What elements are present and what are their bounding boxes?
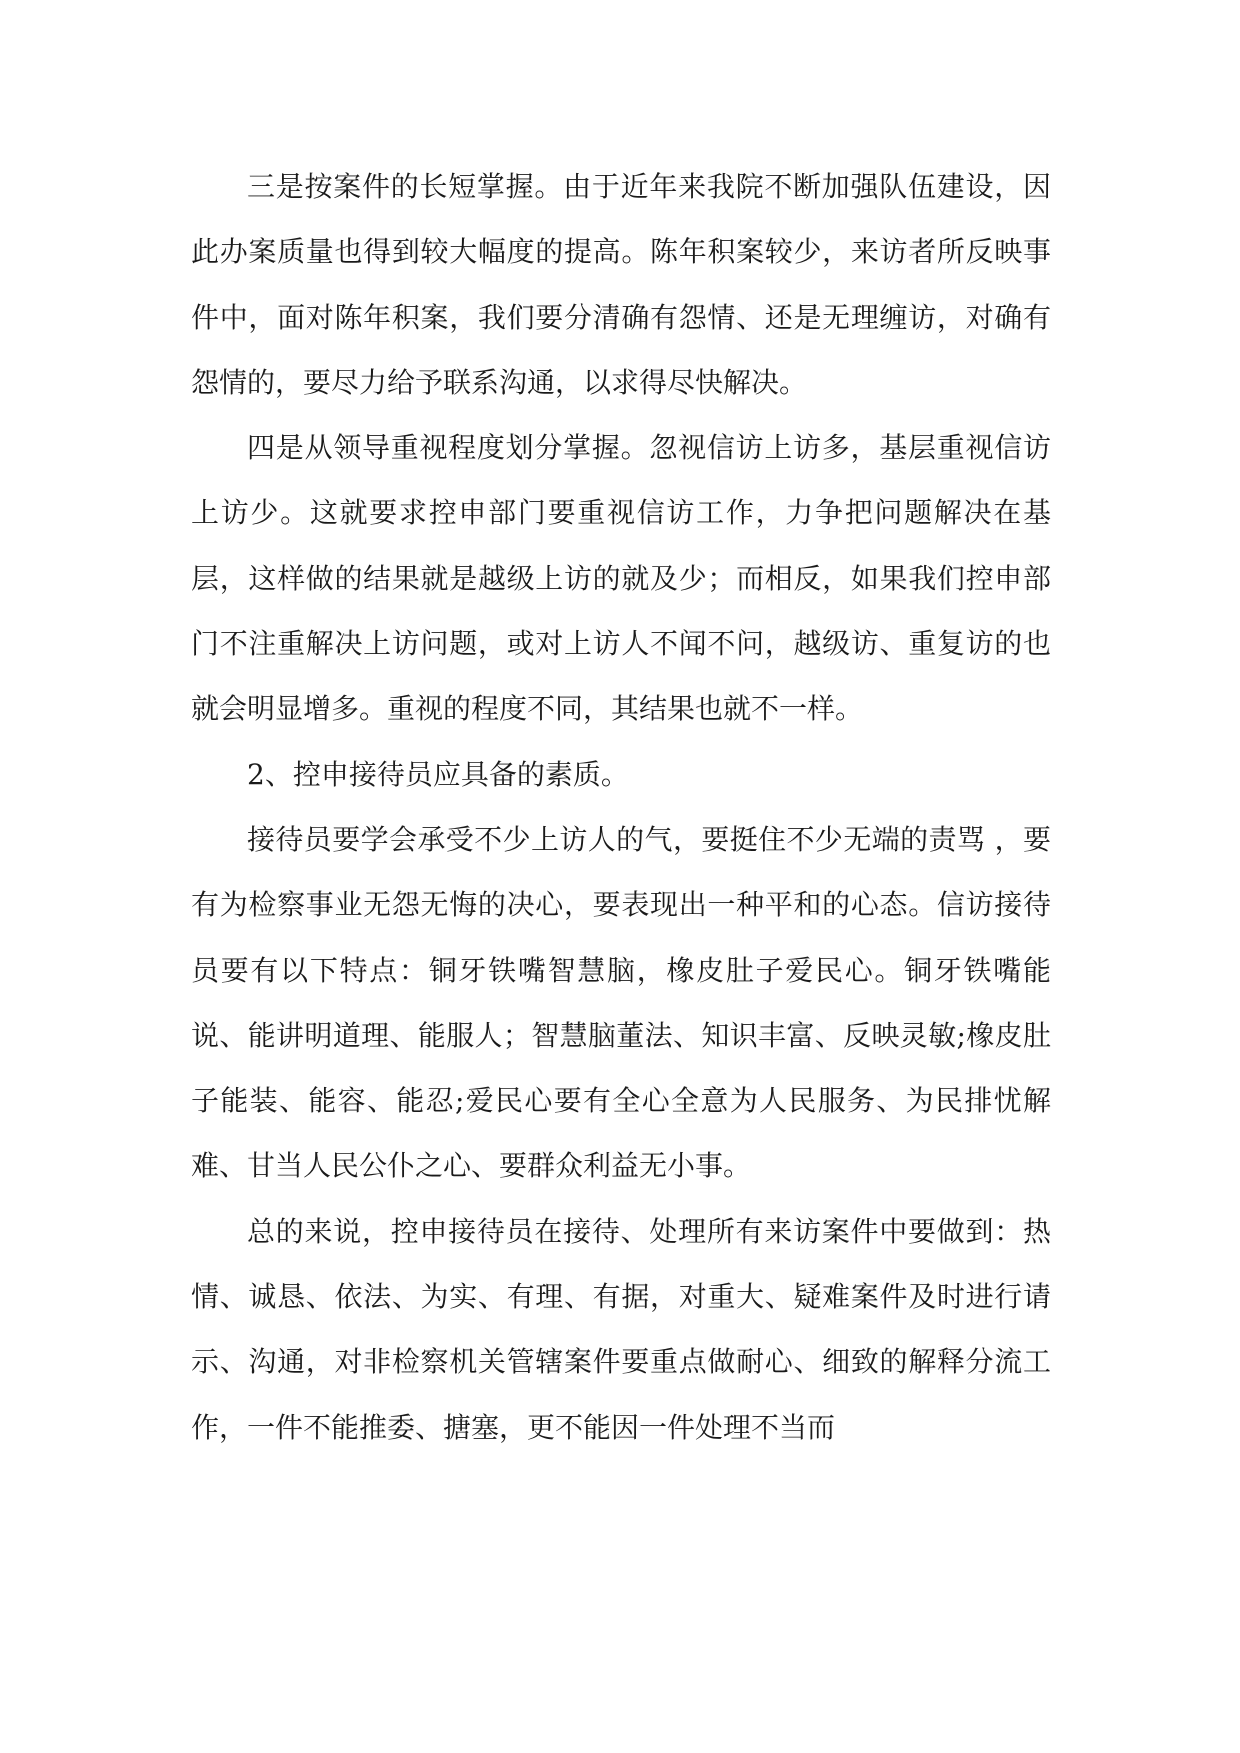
section-heading-receptionist-qualities: 2、控申接待员应具备的素质。 [247,757,629,791]
paragraph-receptionist-traits: 接待员要学会承受不少上访人的气，要挺住不少无端的责骂 ，要有为检察事业无怨无悔的决心，要表现出一种平和的心态。信访接待员要有以下特点：铜牙铁嘴智慧脑，橡皮肚子爱民心。铜牙铁嘴能说、能讲明道理、能服人；智慧脑董法、知识丰富、反映灵敏;橡皮肚子能装、能容、能忍;爱民心要有全心全意为人民服务、为民排忧解难、甘当人民公仆之心、要群众利益无小事。 [191,822,1051,1183]
paragraph-summary: 总的来说，控申接待员在接待、处理所有来访案件中要做到：热情、诚恳、依法、为实、有理、有据，对重大、疑难案件及时进行请示、沟通，对非检察机关管辖案件要重点做耐心、细致的解释分流工作，一件不能推委、搪塞，更不能因一件处理不当而 [191,1214,1051,1444]
paragraph-case-duration: 三是按案件的长短掌握。由于近年来我院不断加强队伍建设，因此办案质量也得到较大幅度的提高。陈年积案较少，来访者所反映事件中，面对陈年积案，我们要分清确有怨情、还是无理缠访，对确有怨情的，要尽力给予联系沟通，以求得尽快解决。 [191,170,1051,399]
document-body [191,154,1051,1460]
paragraph-leadership-attention: 四是从领导重视程度划分掌握。忽视信访上访多，基层重视信访上访少。这就要求控申部门要重视信访工作，力争把问题解决在基层，这样做的结果就是越级上访的就及少；而相反，如果我们控申部门不注重解决上访问题，或对上访人不闻不问，越级访、重复访的也就会明显增多。重视的程度不同，其结果也就不一样。 [191,431,1051,726]
